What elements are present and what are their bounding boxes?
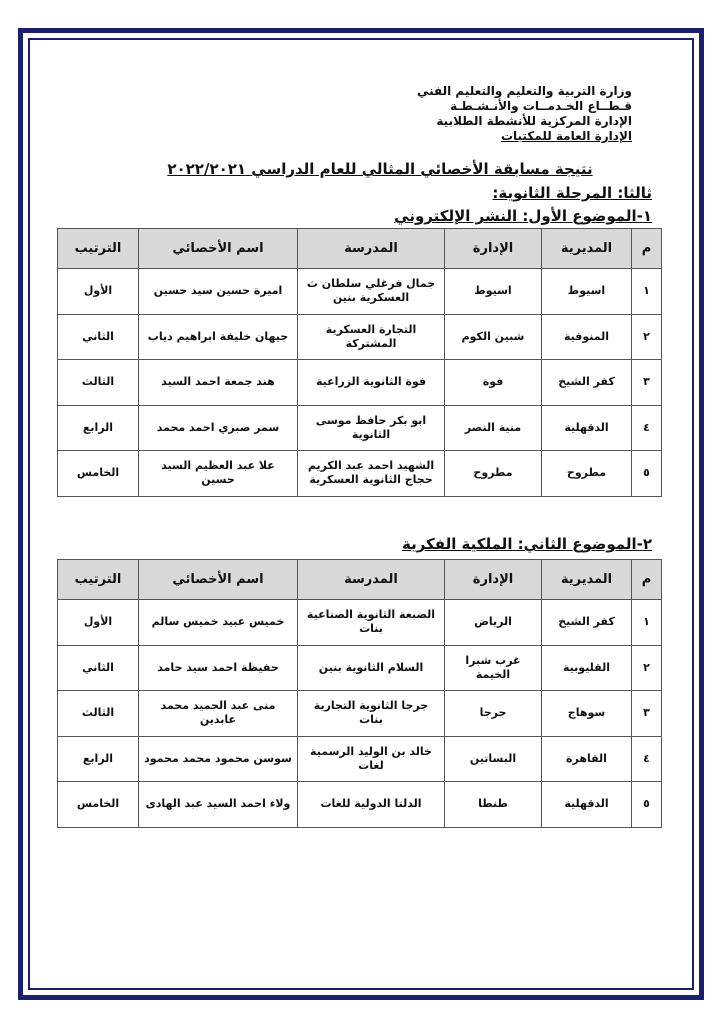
- cell-governorate: الدقهلية: [542, 782, 632, 828]
- cell-administration: اسيوط: [445, 269, 542, 315]
- cell-rank: الأول: [58, 269, 139, 315]
- col-header-administration: الإدارة: [445, 229, 542, 269]
- cell-number: ١: [632, 269, 662, 315]
- cell-specialist-name: منى عبد الحميد محمد عابدين: [139, 691, 298, 737]
- cell-number: ٤: [632, 405, 662, 451]
- cell-specialist-name: ولاء احمد السيد عبد الهادى: [139, 782, 298, 828]
- cell-administration: البساتين: [445, 736, 542, 782]
- table-header-row: [58, 229, 662, 269]
- col-header-governorate: المديرية: [542, 560, 632, 600]
- cell-number: ٥: [632, 782, 662, 828]
- col-header-school: المدرسة: [298, 229, 445, 269]
- col-header-governorate: المديرية: [542, 229, 632, 269]
- document-title: نتيجة مسابقة الأخصائي المثالي للعام الدراسي ٢٠٢٢/٢٠٢١: [167, 160, 593, 178]
- table-row: [58, 451, 662, 497]
- table-row: [58, 314, 662, 360]
- cell-rank: الثالث: [58, 360, 139, 406]
- table-header-row: [58, 560, 662, 600]
- cell-administration: الرياض: [445, 600, 542, 646]
- results-table-2: [57, 559, 662, 828]
- cell-number: ٣: [632, 360, 662, 406]
- cell-number: ٥: [632, 451, 662, 497]
- cell-rank: الخامس: [58, 451, 139, 497]
- cell-specialist-name: علا عبد العظيم السيد حسين: [139, 451, 298, 497]
- header-ministry: وزارة التربية والتعليم والتعليم الفني: [416, 84, 632, 98]
- cell-rank: الرابع: [58, 736, 139, 782]
- cell-administration: منية النصر: [445, 405, 542, 451]
- header-sector: قـطــاع الخـدمــات والأنـشـطـة: [450, 99, 632, 113]
- cell-administration: فوة: [445, 360, 542, 406]
- cell-specialist-name: خميس عبيد خميس سالم: [139, 600, 298, 646]
- cell-administration: شبين الكوم: [445, 314, 542, 360]
- table-row: [58, 691, 662, 737]
- cell-school: السلام الثانوية بنين: [298, 645, 445, 691]
- cell-number: ٢: [632, 645, 662, 691]
- cell-rank: الثالث: [58, 691, 139, 737]
- cell-rank: الرابع: [58, 405, 139, 451]
- cell-specialist-name: اميرة حسين سيد حسين: [139, 269, 298, 315]
- table-row: [58, 600, 662, 646]
- table-row: [58, 405, 662, 451]
- cell-administration: طنطا: [445, 782, 542, 828]
- cell-governorate: القليوبية: [542, 645, 632, 691]
- cell-administration: جرجا: [445, 691, 542, 737]
- col-header-specialist-name: اسم الأخصائي: [139, 560, 298, 600]
- cell-governorate: سوهاج: [542, 691, 632, 737]
- cell-governorate: المنوفية: [542, 314, 632, 360]
- cell-governorate: الدقهلية: [542, 405, 632, 451]
- col-header-rank: الترتيب: [58, 229, 139, 269]
- cell-school: خالد بن الوليد الرسمية لغات: [298, 736, 445, 782]
- cell-school: جمال فرغلي سلطان ث العسكرية بنين: [298, 269, 445, 315]
- table-row: [58, 360, 662, 406]
- cell-governorate: القاهرة: [542, 736, 632, 782]
- cell-administration: مطروح: [445, 451, 542, 497]
- cell-specialist-name: هند جمعة احمد السيد: [139, 360, 298, 406]
- table-row: [58, 269, 662, 315]
- cell-governorate: اسيوط: [542, 269, 632, 315]
- table-row: [58, 645, 662, 691]
- cell-governorate: كفر الشيخ: [542, 600, 632, 646]
- cell-school: الضبعة الثانوية الصناعية بنات: [298, 600, 445, 646]
- cell-governorate: كفر الشيخ: [542, 360, 632, 406]
- col-header-number: م: [632, 560, 662, 600]
- cell-number: ٣: [632, 691, 662, 737]
- cell-school: جرجا الثانوية التجارية بنات: [298, 691, 445, 737]
- table-row: [58, 782, 662, 828]
- cell-specialist-name: سمر صبري احمد محمد: [139, 405, 298, 451]
- results-table-1: [57, 228, 662, 497]
- table-row: [58, 736, 662, 782]
- col-header-administration: الإدارة: [445, 560, 542, 600]
- cell-number: ١: [632, 600, 662, 646]
- cell-number: ٤: [632, 736, 662, 782]
- col-header-specialist-name: اسم الأخصائي: [139, 229, 298, 269]
- cell-school: ابو بكر حافظ موسى الثانوية: [298, 405, 445, 451]
- cell-school: الدلتا الدولية للغات: [298, 782, 445, 828]
- cell-governorate: مطروح: [542, 451, 632, 497]
- cell-school: التجارة العسكرية المشتركة: [298, 314, 445, 360]
- cell-specialist-name: سوسن محمود محمد محمود: [139, 736, 298, 782]
- cell-rank: الثاني: [58, 645, 139, 691]
- col-header-number: م: [632, 229, 662, 269]
- ministry-header: [417, 84, 632, 144]
- cell-school: فوة الثانوية الزراعية: [298, 360, 445, 406]
- cell-school: الشهيد احمد عبد الكريم حجاج الثانوية العسكرية: [298, 451, 445, 497]
- cell-specialist-name: حفيظة احمد سيد حامد: [139, 645, 298, 691]
- cell-rank: الخامس: [58, 782, 139, 828]
- cell-rank: الأول: [58, 600, 139, 646]
- cell-administration: غرب شبرا الخيمة: [445, 645, 542, 691]
- cell-rank: الثاني: [58, 314, 139, 360]
- section-1-title: ١-الموضوع الأول: النشر الإلكتروني: [394, 207, 652, 225]
- cell-specialist-name: جيهان خليفة ابراهيم دياب: [139, 314, 298, 360]
- stage-heading: ثالثا: المرحلة الثانوية:: [492, 184, 652, 202]
- cell-number: ٢: [632, 314, 662, 360]
- header-libraries-admin: الإدارة العامة للمكتبات: [500, 129, 632, 143]
- section-2-title: ٢-الموضوع الثاني: الملكية الفكرية: [401, 535, 652, 553]
- col-header-rank: الترتيب: [58, 560, 139, 600]
- header-central-admin: الإدارة المركزية للأنشطة الطلابية: [436, 114, 632, 128]
- col-header-school: المدرسة: [298, 560, 445, 600]
